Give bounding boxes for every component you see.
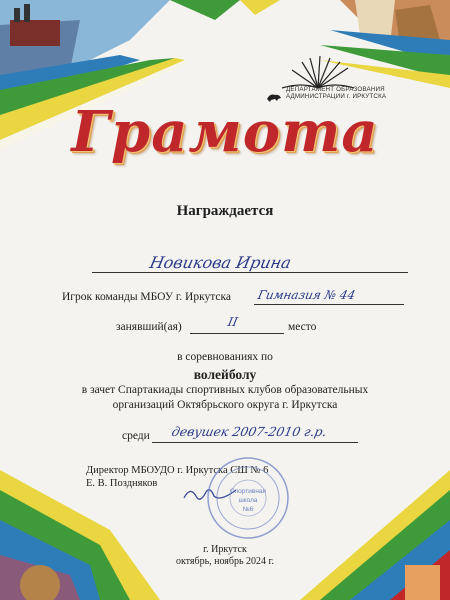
school-stamp <box>205 455 291 541</box>
sport-name: волейболу <box>193 367 257 382</box>
place-suffix: место <box>288 321 317 333</box>
place-label: занявший(ая) <box>116 321 182 333</box>
svg-text:Спортивная: Спортивная <box>229 488 267 495</box>
department-name: ДЕПАРТАМЕНТ ОБРАЗОВАНИЯ АДМИНИСТРАЦИИ г. ИРКУТСКА <box>286 86 387 101</box>
footer-date: октябрь, ноябрь 2024 г. <box>175 556 275 567</box>
team-value: Гимназия № 44 <box>256 288 357 302</box>
director-name: Е. В. Поздняков <box>86 477 158 489</box>
team-label: Игрок команды МБОУ г. Иркутска <box>62 291 232 303</box>
svg-text:школа: школа <box>238 497 258 504</box>
svg-text:№6: №6 <box>242 506 254 513</box>
recipient-name: Новикова Ирина <box>147 253 293 272</box>
place-value: II <box>226 315 239 329</box>
recipient-underline <box>92 272 408 273</box>
among-label: среди <box>122 430 150 442</box>
among-value: девушек 2007-2010 г.р. <box>170 424 329 439</box>
team-underline <box>254 304 404 305</box>
among-underline <box>152 442 358 443</box>
place-underline <box>190 333 284 334</box>
footer <box>0 544 450 568</box>
director-title: Директор МБОУДО г. Иркутска СШ № 6 <box>86 465 269 476</box>
awarded-heading: Награждается <box>176 203 274 219</box>
competition-line-1: в зачет Спартакиады спортивных клубов образовательных <box>81 384 369 396</box>
competition-intro: в соревнованиях по <box>177 351 273 363</box>
competition-line-2: организаций Октябрьского округа г. Иркутска <box>112 399 338 411</box>
footer-city: г. Иркутск <box>203 544 247 555</box>
certificate-title: Грамота <box>71 99 379 165</box>
